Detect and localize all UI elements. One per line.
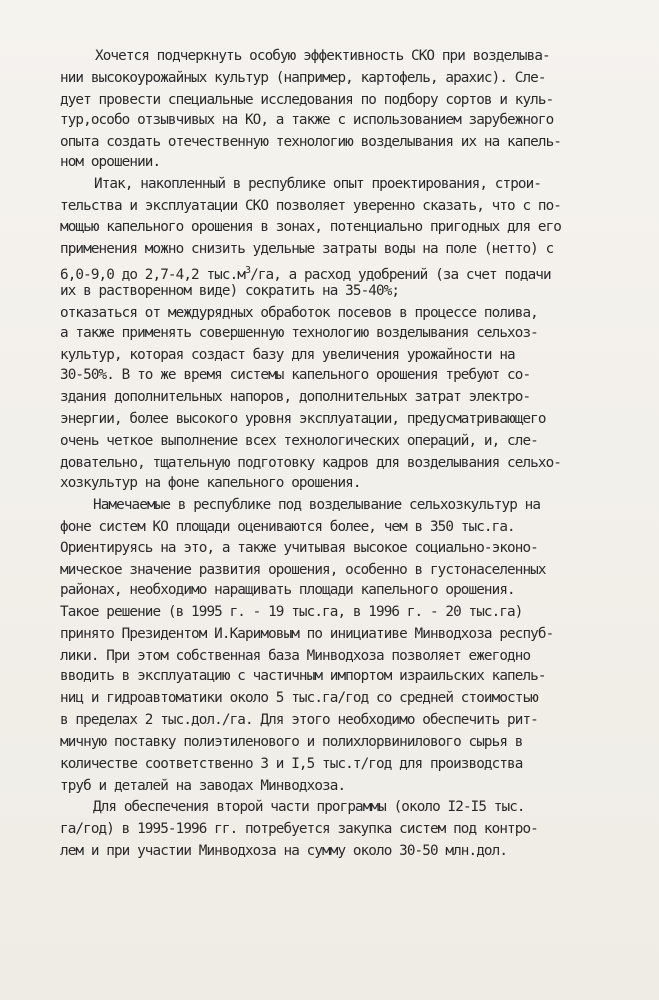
text-line: ном орошении. [60, 154, 161, 170]
text-line: лики. При этом собственная база Минводхоза позволяет ежегодно [60, 648, 531, 664]
text-line: принято Президентом И.Каримовым по инициативе Минводхоза респуб- [60, 626, 554, 642]
text-line: энергии, более высокого уровня эксплуатации, предусматривающего [60, 411, 546, 427]
text-line: Итак, накопленный в республике опыт проектирования, строи- [94, 176, 542, 192]
superscript: 3 [244, 265, 251, 276]
text-line: мощью капельного орошения в зонах, потенциально пригодных для его [60, 219, 561, 235]
text-line: Такое решение (в 1995 г. - 19 тыс.га, в 1996 г. - 20 тыс.га) [60, 604, 523, 620]
text-line: труб и деталей на заводах Минводхоза. [60, 778, 346, 794]
text-line: очень четкое выполнение всех технологических операций, и, сле- [60, 433, 538, 449]
text-line: районах, необходимо наращивать площади капельного орошения. [60, 582, 515, 598]
text-line: ниц и гидроавтоматики около 5 тыс.га/год со средней стоимостью [60, 690, 538, 706]
text-line: довательно, тщательную подготовку кадров для возделывания сельхо- [60, 455, 561, 471]
text-segment: /га, а расход удобрений (за счет подачи [250, 267, 551, 283]
text-line: 30-50%. В то же время системы капельного орошения требуют со- [60, 367, 531, 383]
text-line: тельства и эксплуатации СКО позволяет уверенно сказать, что с по- [60, 198, 561, 214]
text-line: отказаться от междурядных обработок посевов в процессе полива, [60, 305, 538, 321]
text-line: опыта создать отечественную технологию возделывания их на капель- [60, 134, 561, 150]
text-line: здания дополнительных напоров, дополнительных затрат электро- [60, 389, 531, 405]
text-line: дует провести специальные исследования по подбору сортов и куль- [60, 92, 554, 108]
text-line: их в растворенном виде) сократить на 35-40%; [60, 283, 400, 299]
text-line: мическое значение развития орошения, особенно в густонаселенных [60, 562, 546, 578]
text-line: а также применять совершенную технологию возделывания сельхоз- [60, 325, 538, 341]
text-line: культур, которая создаст базу для увеличения урожайности на [60, 347, 515, 363]
text-line: тур,особо отзывчивых на КО, а также с использованием зарубежного [60, 112, 554, 128]
text-line: Хочется подчеркнуть особую эффективность СКО при возделыва- [95, 48, 550, 64]
text-line: фоне систем КО площади оцениваются более, чем в 350 тыс.га. [60, 519, 515, 535]
text-line: применения можно снизить удельные затраты воды на поле (нетто) с [60, 241, 554, 257]
text-line: Намечаемые в республике под возделывание сельхозкультур на [93, 497, 541, 513]
text-line: в пределах 2 тыс.дол./га. Для этого необходимо обеспечить рит- [60, 712, 538, 728]
text-line: количестве соответственно 3 и I,5 тыс.т/год для производства [60, 756, 523, 772]
text-line: вводить в эксплуатацию с частичным импортом израильских капель- [60, 668, 546, 684]
text-segment: 6,0-9,0 до 2,7-4,2 тыс.м [60, 267, 245, 283]
text-line: хозкультур на фоне капельного орошения. [60, 475, 361, 491]
text-line: нии высокоурожайных культур (например, картофель, арахис). Сле- [60, 70, 546, 86]
text-line: мичную поставку полиэтиленового и полихлорвинилового сырья в [60, 734, 523, 750]
text-line: Ориентируясь на это, а также учитывая высокое социально-эконо- [60, 540, 538, 556]
text-line: Для обеспечения второй части программы (около I2-I5 тыс. [93, 799, 525, 815]
text-line: лем и при участии Минводхоза на сумму около 30-50 млн.дол. [60, 843, 508, 859]
text-line: га/год) в 1995-1996 гг. потребуется закупка систем под контро- [60, 821, 538, 837]
